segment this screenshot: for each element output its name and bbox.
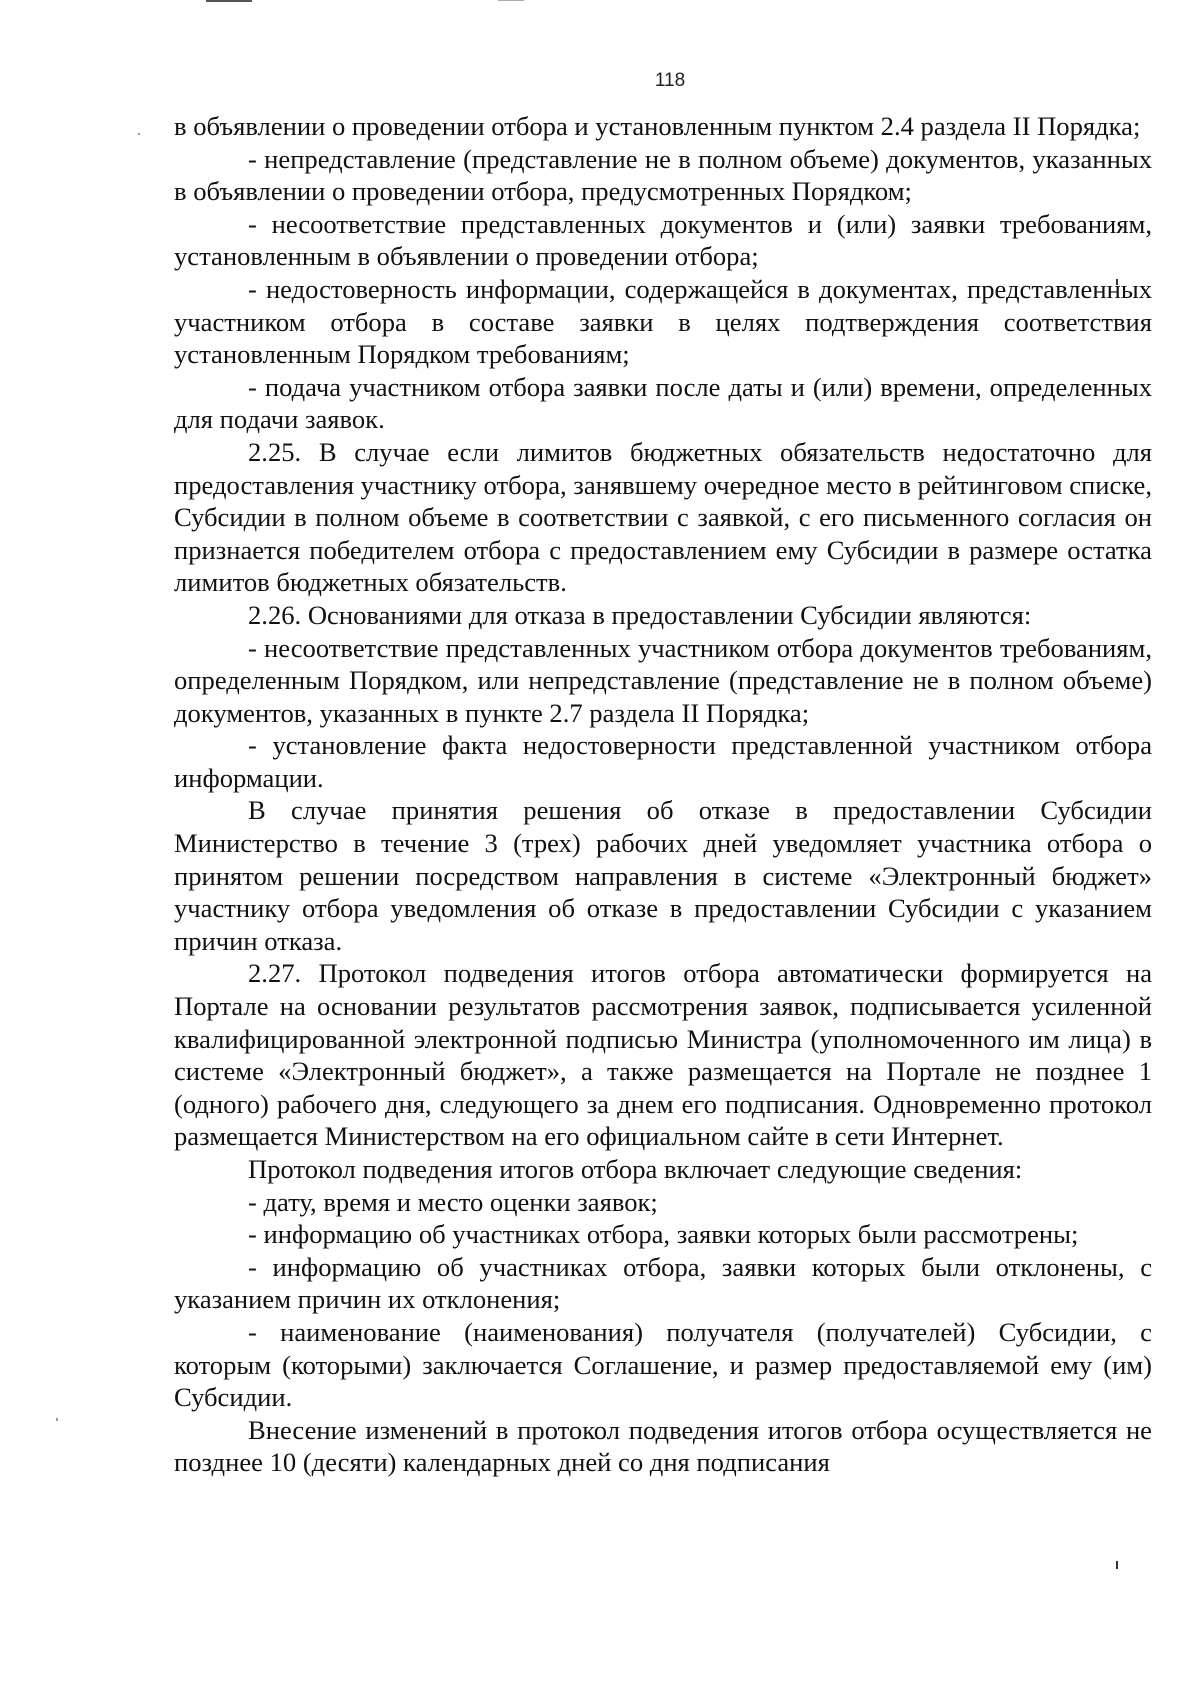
- paragraph-section-2-27: 2.27. Протокол подведения итогов отбора автоматически формируется на Портале на основании результатов рассмотрения заявок, подписывается усиленной квалифицированной электронной подписью Министра (уполномоченного им лица) в системе «Электронный бюджет», а также размещается на Портале не позднее 1 (одного) рабочего дня, следующего за днем его подписания. Одновременно протокол размещается Министерством на его официальном сайте в сети Интернет.: [174, 958, 1152, 1152]
- scan-artifact: [206, 0, 252, 2]
- page-number: 118: [654, 70, 686, 91]
- scan-artifact: [498, 0, 524, 1]
- paragraph: - установление факта недостоверности представленной участником отбора информации.: [174, 730, 1152, 793]
- paragraph: - информацию об участниках отбора, заявки которых были рассмотрены;: [248, 1219, 1079, 1250]
- paragraph: - дату, время и место оценки заявок;: [248, 1186, 658, 1217]
- paragraph: - информацию об участниках отбора, заявки которых были отклонены, с указанием причин их отклонения;: [174, 1251, 1152, 1315]
- paragraph: Внесение изменений в протокол подведения итогов отбора осуществляется не позднее 10 (десяти) календарных дней со дня подписания: [174, 1414, 1152, 1478]
- document-body: [174, 110, 1152, 1479]
- paragraph: - непредставление (представление не в полном объеме) документов, указанных в объявлении о проведении отбора, предусмотренных Порядком;: [174, 143, 1152, 207]
- paragraph: - недостоверность информации, содержащейся в документах, представленных участником отбора в составе заявки в целях подтверждения соответствия установленным Порядком требованиям;: [174, 273, 1152, 370]
- paragraph: Протокол подведения итогов отбора включает следующие сведения:: [248, 1154, 1023, 1184]
- paragraph: - наименование (наименования) получателя (получателей) Субсидии, с которым (которыми) заключается Соглашение, и размер предоставляемой ему (им) Субсидии.: [174, 1316, 1152, 1413]
- scan-artifact: [1116, 1561, 1118, 1569]
- paragraph: В случае принятия решения об отказе в предоставлении Субсидии Министерство в течение 3 (трех) рабочих дней уведомляет участника отбора о принятом решении посредством направления в системе «Электронный бюджет» участнику отбора уведомления об отказе в предоставлении Субсидии с указанием причин отказа.: [174, 795, 1152, 956]
- paragraph: - несоответствие представленных документов и (или) заявки требованиям, установленным в объявлении о проведении отбора;: [174, 208, 1152, 272]
- scan-artifact: [138, 133, 140, 135]
- paragraph: в объявлении о проведении отбора и установленным пунктом 2.4 раздела II Порядка;: [174, 111, 1141, 141]
- paragraph-section-2-26: 2.26. Основаниями для отказа в предоставлении Субсидии являются:: [248, 599, 1032, 630]
- paragraph: - несоответствие представленных участником отбора документов требованиям, определенным Порядком, или непредставление (представление не в полном объеме) документов, указанных в пункте 2.7 раздела II Порядка;: [174, 632, 1152, 728]
- scan-artifact: [56, 1418, 58, 1421]
- paragraph-section-2-25: 2.25. В случае если лимитов бюджетных обязательств недостаточно для предоставления участнику отбора, занявшему очередное место в рейтинговом списке, Субсидии в полном объеме в соответствии с заявкой, с его письменного согласия он признается победителем отбора с предоставлением ему Субсидии в размере остатка лимитов бюджетных обязательств.: [174, 436, 1152, 598]
- paragraph: - подача участником отбора заявки после даты и (или) времени, определенных для подачи заявок.: [174, 371, 1152, 435]
